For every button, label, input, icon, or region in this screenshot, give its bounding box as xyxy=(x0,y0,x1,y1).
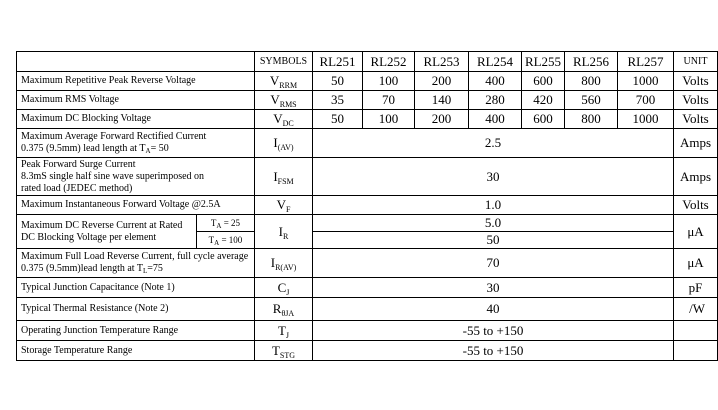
condition-ta-100: $T_A = 100$ xyxy=(197,232,255,249)
unit-cell: Amps xyxy=(674,129,718,158)
param-ifsm: Peak Forward Surge Current 8.3mS single half sine wave superimposed on rated load (JEDEC method) xyxy=(17,158,255,196)
table-row xyxy=(17,196,718,215)
value-cell: 800 xyxy=(565,110,618,129)
unit-cell: pF xyxy=(674,278,718,298)
table-row xyxy=(17,72,718,91)
symbol-rth: $R_{\theta JA}$ xyxy=(255,298,313,321)
header-row xyxy=(17,52,718,72)
table-row xyxy=(17,158,718,196)
value-cell: 420 xyxy=(522,91,565,110)
ratings-table xyxy=(16,51,718,361)
symbol-ifsm: $I_{FSM}$ xyxy=(255,158,313,196)
symbol-vrrm: $V_{RRM}$ xyxy=(255,72,313,91)
part-header-rl251: RL251 xyxy=(313,52,363,72)
param-vrms: Maximum RMS Voltage xyxy=(17,91,255,110)
value-cell: 1000 xyxy=(618,72,674,91)
param-vdc: Maximum DC Blocking Voltage xyxy=(17,110,255,129)
param-irav: Maximum Full Load Reverse Current, full cycle average 0.375 (9.5mm)lead length at $T_L=75$ xyxy=(17,249,255,278)
unit-cell: μA xyxy=(674,249,718,278)
value-cell: 70 xyxy=(363,91,415,110)
unit-cell: Volts xyxy=(674,196,718,215)
table-row xyxy=(17,110,718,129)
unit-cell: /W xyxy=(674,298,718,321)
table-row xyxy=(17,278,718,298)
value-cell: -55 to +150 xyxy=(313,341,674,361)
value-cell: 100 xyxy=(363,72,415,91)
param-rth: Typical Thermal Resistance (Note 2) xyxy=(17,298,255,321)
unit-cell: Amps xyxy=(674,158,718,196)
param-vrrm: Maximum Repetitive Peak Reverse Voltage xyxy=(17,72,255,91)
unit-cell: Volts xyxy=(674,72,718,91)
symbol-vf: $V_F$ xyxy=(255,196,313,215)
param-tj: Operating Junction Temperature Range xyxy=(17,321,255,341)
value-cell: 70 xyxy=(313,249,674,278)
param-vf: Maximum Instantaneous Forward Voltage @2.5A xyxy=(17,196,255,215)
part-header-rl254: RL254 xyxy=(469,52,522,72)
value-cell: 600 xyxy=(522,110,565,129)
symbol-cj: $C_J$ xyxy=(255,278,313,298)
value-cell: 1.0 xyxy=(313,196,674,215)
value-cell: 30 xyxy=(313,278,674,298)
unit-cell: Volts xyxy=(674,110,718,129)
table-row xyxy=(17,215,718,232)
table-row xyxy=(17,249,718,278)
part-header-rl257: RL257 xyxy=(618,52,674,72)
part-header-rl255: RL255 xyxy=(522,52,565,72)
value-cell: 400 xyxy=(469,110,522,129)
symbol-iav: $I_{(AV)}$ xyxy=(255,129,313,158)
header-blank-cell xyxy=(17,52,255,72)
condition-ta-25: $T_A = 25$ xyxy=(197,215,255,232)
value-cell: 50 xyxy=(313,110,363,129)
table-row xyxy=(17,129,718,158)
value-cell: 5.0 xyxy=(313,215,674,232)
symbol-ir: $I_R$ xyxy=(255,215,313,249)
unit-cell xyxy=(674,341,718,361)
value-cell: 280 xyxy=(469,91,522,110)
unit-cell: Volts xyxy=(674,91,718,110)
value-cell: 1000 xyxy=(618,110,674,129)
symbol-vrms: $V_{RMS}$ xyxy=(255,91,313,110)
symbol-tj: $T_J$ xyxy=(255,321,313,341)
param-iav: Maximum Average Forward Rectified Current 0.375 (9.5mm) lead length at $T_A= 50$ xyxy=(17,129,255,158)
unit-header: UNIT xyxy=(674,52,718,72)
value-cell: 200 xyxy=(415,110,469,129)
value-cell: 2.5 xyxy=(313,129,674,158)
param-ir: Maximum DC Reverse Current at Rated DC Blocking Voltage per element xyxy=(17,215,197,249)
value-cell: 700 xyxy=(618,91,674,110)
table-row xyxy=(17,341,718,361)
symbol-vdc: $V_{DC}$ xyxy=(255,110,313,129)
value-cell: 100 xyxy=(363,110,415,129)
value-cell: 800 xyxy=(565,72,618,91)
part-header-rl256: RL256 xyxy=(565,52,618,72)
value-cell: 50 xyxy=(313,72,363,91)
table-row xyxy=(17,321,718,341)
value-cell: 400 xyxy=(469,72,522,91)
table-row xyxy=(17,91,718,110)
symbol-irav: $I_{R(AV)}$ xyxy=(255,249,313,278)
value-cell: 600 xyxy=(522,72,565,91)
value-cell: 35 xyxy=(313,91,363,110)
table-row xyxy=(17,298,718,321)
value-cell: 560 xyxy=(565,91,618,110)
symbols-header: SYMBOLS xyxy=(255,52,313,72)
value-cell: -55 to +150 xyxy=(313,321,674,341)
value-cell: 30 xyxy=(313,158,674,196)
value-cell: 40 xyxy=(313,298,674,321)
part-header-rl252: RL252 xyxy=(363,52,415,72)
unit-cell: μA xyxy=(674,215,718,249)
unit-cell xyxy=(674,321,718,341)
part-header-rl253: RL253 xyxy=(415,52,469,72)
symbol-tstg: $T_{STG}$ xyxy=(255,341,313,361)
value-cell: 200 xyxy=(415,72,469,91)
param-cj: Typical Junction Capacitance (Note 1) xyxy=(17,278,255,298)
value-cell: 50 xyxy=(313,232,674,249)
value-cell: 140 xyxy=(415,91,469,110)
param-tstg: Storage Temperature Range xyxy=(17,341,255,361)
